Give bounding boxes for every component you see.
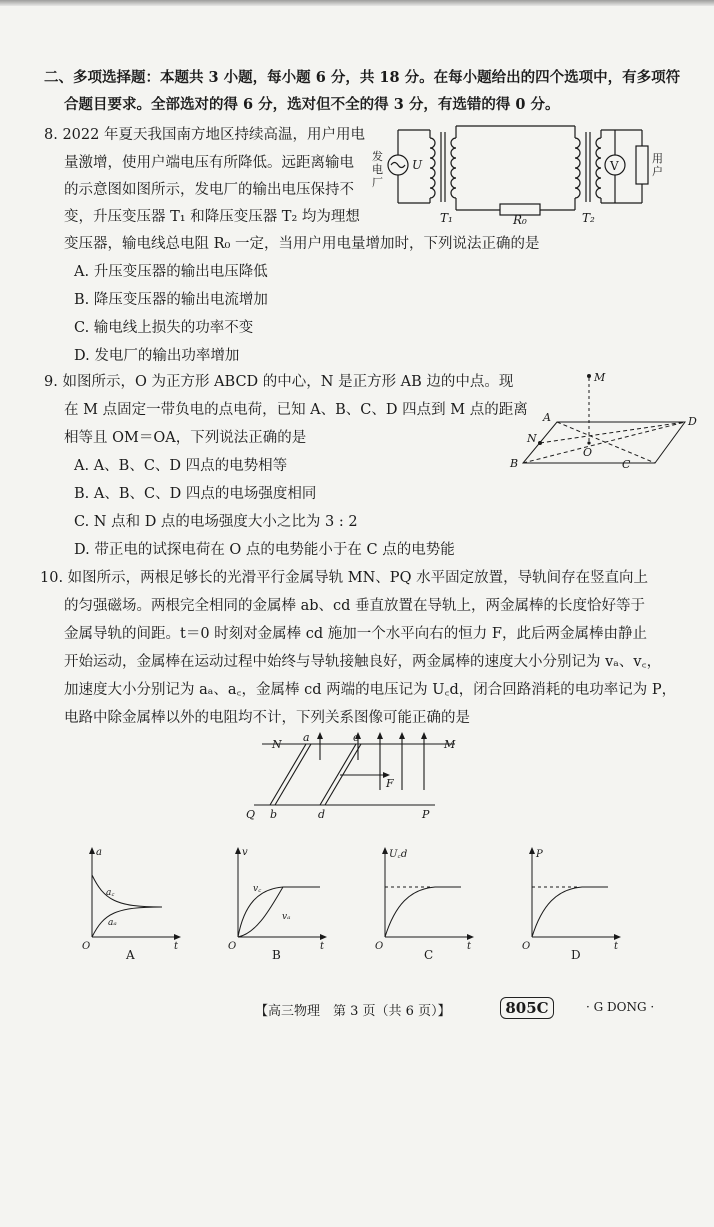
q8-line-3: 的示意图如图所示，发电厂的输出电压保持不 [64, 182, 354, 198]
section-heading-line-1: 二、多项选择题：本题共 3 小题，每小题 6 分，共 18 分。在每小题给出的四个选项中，有多项符 [44, 69, 681, 86]
q10-graph-a-curve-1: a꜀ [106, 888, 115, 898]
q10-graph-b-xlabel: t [320, 941, 325, 952]
q9-point-o: O [583, 446, 593, 459]
q10-graph-b-option: B [272, 948, 281, 962]
q10-rod-c: c [353, 731, 360, 744]
q10-graph-b-curve-2: vₐ [282, 912, 291, 922]
page-footer: 【高三物理 第 3 页（共 6 页）】 [255, 1004, 451, 1019]
q9-point-d: D [688, 415, 697, 428]
q10-graph-b [228, 845, 328, 960]
q10-rail-q: Q [246, 808, 256, 821]
q10-graph-a-option: A [126, 948, 135, 962]
q10-rail-n: N [272, 738, 282, 751]
q10-graph-a-origin: O [82, 941, 91, 952]
q9-option-a: A. A、B、C、D 四点的电势相等 [74, 458, 288, 474]
q8-plant-label-1: 发 [372, 150, 383, 163]
q10-graph-c-origin: O [375, 941, 384, 952]
q8-line-2: 量激增，使用户端电压有所降低。远距离输电 [64, 155, 354, 171]
q10-graph-d-origin: O [522, 941, 531, 952]
q10-line-1: 10. 如图所示，两根足够长的光滑平行金属导轨 MN、PQ 水平固定放置，导轨间存在竖直向上 [40, 570, 649, 586]
q9-option-b: B. A、B、C、D 四点的电场强度相同 [74, 486, 317, 502]
q10-graph-c [375, 845, 475, 960]
q10-line-4: 开始运动，金属棒在运动过程中始终与导轨接触良好，两金属棒的速度大小分别记为 vₐ、v꜀， [64, 654, 662, 670]
q10-rod-b: b [270, 808, 278, 821]
q8-line-4: 变，升压变压器 T₁ 和降压变压器 T₂ 均为理想 [64, 209, 360, 225]
q10-graph-a-xlabel: t [174, 941, 179, 952]
q8-option-c: C. 输电线上损失的功率不变 [74, 320, 254, 336]
q8-user-label-2: 户 [652, 165, 663, 178]
scan-top-edge [0, 0, 714, 6]
q8-user-label-1: 用 [652, 152, 663, 165]
q10-graph-d-option: D [571, 948, 581, 962]
q8-option-a: A. 升压变压器的输出电压降低 [74, 264, 268, 280]
q8-t1-label: T₁ [440, 211, 453, 225]
q10-graph-a-curve-2: aₐ [108, 918, 117, 928]
q10-graph-d [522, 845, 622, 960]
q8-line-1: 8. 2022 年夏天我国南方地区持续高温，用户用电 [44, 127, 365, 143]
q8-plant-label-3: 厂 [372, 176, 383, 189]
q10-graph-d-xlabel: t [614, 941, 619, 952]
q9-point-c: C [622, 458, 631, 471]
q9-point-m: M [594, 371, 606, 384]
q8-r0-label: R₀ [513, 213, 527, 227]
q10-line-6: 电路中除金属棒以外的电阻均不计，下列关系图像可能正确的是 [64, 710, 470, 726]
q10-line-2: 的匀强磁场。两根完全相同的金属棒 ab、cd 垂直放置在导轨上，两金属棒的长度恰好等于 [64, 598, 646, 614]
q10-rod-a: a [303, 731, 310, 744]
q9-point-b: B [510, 457, 519, 470]
q10-graph-c-ylabel: U꜀d [389, 849, 408, 860]
q10-rails-diagram [240, 730, 470, 825]
q8-voltmeter-label: V [610, 159, 619, 173]
q10-graph-b-curve-1: v꜀ [253, 884, 262, 894]
section-heading-line-2: 合题目要求。全部选对的得 6 分，选对但不全的得 3 分，有选错的得 0 分。 [64, 96, 560, 113]
q10-line-5: 加速度大小分别记为 aₐ、a꜀，金属棒 cd 两端的电压记为 U꜀d，闭合回路消耗的电功率记为 P， [64, 682, 677, 698]
q9-option-c: C. N 点和 D 点的电场强度大小之比为 3 : 2 [74, 514, 358, 530]
q9-point-n: N [527, 432, 537, 445]
q10-force-f: F [386, 777, 394, 790]
q8-line-5: 变压器，输电线总电阻 R₀ 一定，当用户用电量增加时，下列说法正确的是 [64, 236, 540, 252]
q10-graph-a-ylabel: a [96, 847, 102, 858]
paper-code-badge: 805C [500, 997, 554, 1019]
q8-source-u-label: U [412, 158, 423, 172]
q9-line-3: 相等且 OM＝OA，下列说法正确的是 [64, 430, 307, 446]
q9-line-1: 9. 如图所示，O 为正方形 ABCD 的中心，N 是正方形 AB 边的中点。现 [44, 374, 514, 390]
q10-rail-p: P [422, 808, 430, 821]
q10-rail-m: M [444, 738, 456, 751]
q9-line-2: 在 M 点固定一带负电的点电荷，已知 A、B、C、D 四点到 M 点的距离 [64, 402, 528, 418]
q9-point-a: A [543, 411, 551, 424]
q8-t2-label: T₂ [582, 211, 595, 225]
q10-graph-d-ylabel: P [536, 849, 543, 860]
q8-option-d: D. 发电厂的输出功率增加 [74, 348, 240, 364]
q10-rod-d: d [318, 808, 326, 821]
q10-graph-b-origin: O [228, 941, 237, 952]
q8-transmission-diagram [370, 118, 670, 230]
q10-graph-a [82, 845, 182, 960]
q10-graph-c-xlabel: t [467, 941, 472, 952]
q10-graph-c-option: C [424, 948, 434, 962]
q9-square-diagram [505, 368, 705, 473]
q10-line-3: 金属导轨的间距。t＝0 时刻对金属棒 cd 施加一个水平向右的恒力 F，此后两金属棒由静止 [64, 626, 647, 642]
q8-option-b: B. 降压变压器的输出电流增加 [74, 292, 268, 308]
brand-mark: · G DONG · [586, 1000, 655, 1014]
q10-graph-b-ylabel: v [242, 847, 248, 858]
q8-plant-label-2: 电 [372, 163, 383, 176]
q9-option-d: D. 带正电的试探电荷在 O 点的电势能小于在 C 点的电势能 [74, 542, 455, 558]
